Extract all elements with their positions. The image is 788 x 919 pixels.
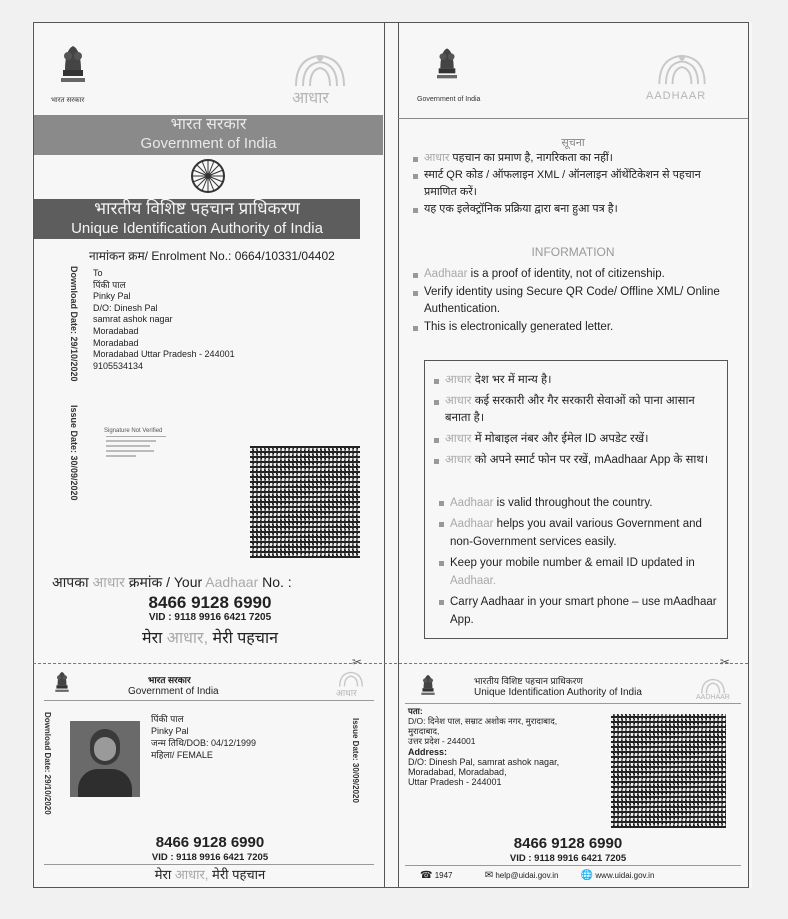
address-line: Moradabad: [93, 325, 139, 336]
note-lead: आधार: [445, 374, 472, 386]
emblem-caption-right: Government of India: [417, 96, 481, 103]
ashoka-chakra-icon: [190, 158, 226, 194]
header-rule: [398, 118, 748, 119]
english-notes: [411, 266, 741, 336]
box-english-note: [437, 494, 719, 512]
address-line: D/O: Dinesh Pal: [93, 302, 158, 313]
card-download-date: Download Date: 29/10/2020: [43, 712, 52, 815]
gender: महिला/ FEMALE: [151, 750, 213, 760]
dob: जन्म तिथि/DOB: 04/12/1999: [151, 738, 257, 748]
label-part: Aadhaar: [205, 574, 259, 590]
note-text: is a proof of identity, not of citizenship.: [467, 268, 665, 280]
card-details: [151, 713, 256, 761]
card-back-vid: VID : 9118 9916 6421 7205: [509, 853, 627, 864]
website: www.uidai.gov.in: [595, 871, 655, 880]
qr-code: [250, 446, 360, 558]
box-hindi-note: [432, 452, 720, 469]
cut-line: [33, 663, 748, 664]
emblem-caption: भारत सरकार: [51, 97, 85, 104]
name-hindi: पिंकी पाल: [151, 714, 184, 724]
note-text: Carry Aadhaar in your smart phone – use mAadhaar App.: [450, 596, 717, 626]
frame-center-right: [398, 22, 399, 888]
note-tail: Aadhaar.: [450, 575, 497, 587]
box-hindi-note: [432, 393, 720, 427]
aadhaar-logo-icon: [288, 52, 352, 88]
card-back-footer-rule: [405, 865, 741, 866]
pata-label: पता:: [408, 706, 423, 716]
your-aadhaar-label: [52, 573, 292, 592]
box-english-note: [437, 593, 719, 629]
vid-number: VID : 9118 9916 6421 7205: [148, 612, 272, 623]
hindi-note: [411, 167, 731, 201]
note-text: को अपने स्मार्ट फोन पर रखें, mAadhaar App के साथ।: [471, 454, 709, 466]
phone-icon: ☎: [420, 870, 433, 881]
address-line: Moradabad Uttar Pradesh - 244001: [93, 349, 235, 360]
note-text: Verify identity using Secure QR Code/ Offline XML/ Online Authentication.: [424, 285, 720, 315]
aadhaar-logo-icon-card-back: [698, 677, 728, 695]
enrolment-number: नामांकन क्रम/ Enrolment No.: 0664/10331/04402: [89, 249, 335, 263]
uidai-english: Unique Identification Authority of India: [71, 220, 323, 237]
note-text: पहचान का प्रमाण है, नागरिकता का नहीं।: [449, 152, 613, 164]
pata-line: D/O: दिनेश पाल, सम्राट अशोक नगर, मुरादाबाद,: [408, 716, 558, 726]
address-hindi: [408, 706, 598, 746]
note-text: स्मार्ट QR कोड / ऑफलाइन XML / ऑनलाइन ऑथेंटिकेशन से पहचान प्रमाणित करें।: [424, 169, 701, 198]
frame-bottom: [33, 887, 748, 888]
address-line: Moradabad, Moradabad,: [408, 767, 507, 777]
national-emblem-icon: [55, 40, 91, 92]
tagline-part: आधार,: [174, 867, 209, 882]
frame-right: [748, 22, 749, 888]
english-note: [411, 266, 741, 284]
tagline-part: आधार,: [166, 630, 209, 647]
label-part: आधार: [92, 574, 125, 590]
photo: [70, 721, 140, 797]
hindi-note: [411, 150, 731, 167]
email: help@uidai.gov.in: [495, 871, 559, 880]
label-part: No. :: [262, 574, 292, 590]
address-english: [408, 747, 598, 787]
tagline: [90, 626, 330, 648]
note-lead: Aadhaar: [424, 268, 468, 280]
aadhaar-logo-text: आधार: [292, 90, 329, 107]
government-band: [34, 115, 383, 155]
note-text: helps you avail various Government and non-Government services easily.: [450, 518, 702, 548]
national-emblem-icon-card: [52, 668, 72, 698]
globe-icon: 🌐: [580, 870, 594, 881]
download-date: Download Date: 29/10/2020: [69, 266, 79, 382]
note-lead: Aadhaar: [450, 497, 494, 509]
name-english: Pinky Pal: [151, 726, 189, 736]
hindi-note: [411, 201, 731, 218]
address-line: Uttar Pradesh - 244001: [408, 777, 502, 787]
note-lead: आधार: [445, 454, 472, 466]
box-hindi-note: [432, 372, 720, 389]
note-text: में मोबाइल नंबर और ईमेल ID अपडेट रखें।: [471, 433, 649, 445]
note-text: This is electronically generated letter.: [424, 320, 614, 333]
address-line: 9105534134: [93, 360, 144, 371]
card-tagline: [90, 865, 330, 883]
card-header-hindi: भारत सरकार: [148, 675, 191, 685]
band-hindi: भारत सरकार: [170, 116, 247, 133]
aadhaar-logo-text-card: आधार: [336, 688, 357, 698]
tagline-part: मेरी पहचान: [212, 867, 266, 882]
pata-line: मुरादाबाद,: [408, 726, 440, 736]
note-text: देश भर में मान्य है।: [471, 374, 552, 386]
pata-line: उत्तर प्रदेश - 244001: [408, 736, 476, 746]
address-line: पिंकी पाल: [93, 279, 126, 290]
note-text: कई सरकारी और गैर सरकारी सेवाओं को पाना आसान बनाता है।: [445, 395, 695, 424]
tagline-part: मेरी पहचान: [212, 630, 278, 647]
box-english-notes: [437, 494, 719, 629]
national-emblem-icon-card-back: [418, 671, 438, 701]
note-lead: आधार: [445, 433, 472, 445]
note-text: यह एक इलेक्ट्रॉनिक प्रक्रिया द्वारा बना हुआ पत्र है।: [424, 203, 618, 215]
card-back-header-hindi: भारतीय विशिष्ट पहचान प्राधिकरण: [474, 676, 583, 686]
issue-date: Issue Date: 30/09/2020: [69, 405, 79, 501]
frame-top: [33, 22, 748, 23]
phone-number: 1947: [434, 871, 453, 880]
box-english-note: [437, 554, 719, 590]
card-header-rule: [44, 700, 374, 701]
band-english: Government of India: [140, 135, 277, 152]
label-part: आपका: [52, 574, 89, 590]
frame-center-left: [384, 22, 385, 888]
scissors-icon-right: ✂: [720, 655, 731, 669]
digital-signature: [106, 436, 166, 463]
address-line: D/O: Dinesh Pal, samrat ashok nagar,: [408, 757, 560, 767]
aadhaar-logo-icon-right: [650, 52, 714, 86]
information-title: INFORMATION: [531, 245, 615, 259]
scissors-icon: ✂: [352, 655, 363, 669]
card-issue-date: Issue Date: 30/09/2020: [351, 718, 360, 803]
address-label: Address:: [408, 747, 448, 757]
card-qr-code: [611, 714, 726, 828]
tagline-part: मेरा: [142, 630, 163, 647]
card-vid: VID : 9118 9916 6421 7205: [151, 852, 269, 863]
tagline-part: मेरा: [154, 867, 172, 882]
english-note: [411, 284, 741, 319]
hindi-notes: [411, 150, 731, 218]
uidai-band: [34, 199, 360, 239]
note-text: is valid throughout the country.: [493, 497, 653, 509]
box-hindi-note: [432, 431, 720, 448]
label-part: क्रमांक / Your: [128, 574, 203, 590]
note-text: Keep your mobile number & email ID updated in: [450, 557, 695, 569]
card-back-header-english: Unique Identification Authority of India: [474, 687, 642, 698]
card-header-english: Government of India: [128, 686, 219, 697]
english-note: [411, 319, 741, 337]
aadhaar-number: 8466 9128 6990: [148, 593, 272, 612]
address-line: Moradabad: [93, 337, 139, 348]
aadhaar-logo-text-right: AADHAAR: [646, 90, 707, 102]
address-line: Pinky Pal: [93, 291, 131, 302]
note-lead: आधार: [424, 152, 450, 164]
mail-icon: ✉: [484, 870, 494, 881]
note-lead: Aadhaar: [450, 518, 494, 530]
aadhaar-logo-text-card-back: AADHAAR: [696, 694, 730, 701]
box-english-note: [437, 515, 719, 551]
card-back-header-rule: [405, 703, 741, 704]
card-aadhaar-number: 8466 9128 6990: [155, 834, 265, 851]
box-hindi-notes: [432, 372, 720, 469]
note-lead: आधार: [445, 395, 472, 407]
uidai-hindi: भारतीय विशिष्ट पहचान प्राधिकरण: [94, 199, 300, 218]
national-emblem-icon-right: [432, 42, 462, 88]
contact-footer: [420, 870, 654, 881]
address-block: [93, 268, 235, 372]
suchna-title: सूचना: [561, 137, 585, 149]
card-back-aadhaar-number: 8466 9128 6990: [513, 835, 623, 852]
address-line: To: [93, 268, 103, 278]
address-line: samrat ashok nagar: [93, 314, 173, 325]
signature-status: Signature Not Verified: [104, 428, 163, 434]
